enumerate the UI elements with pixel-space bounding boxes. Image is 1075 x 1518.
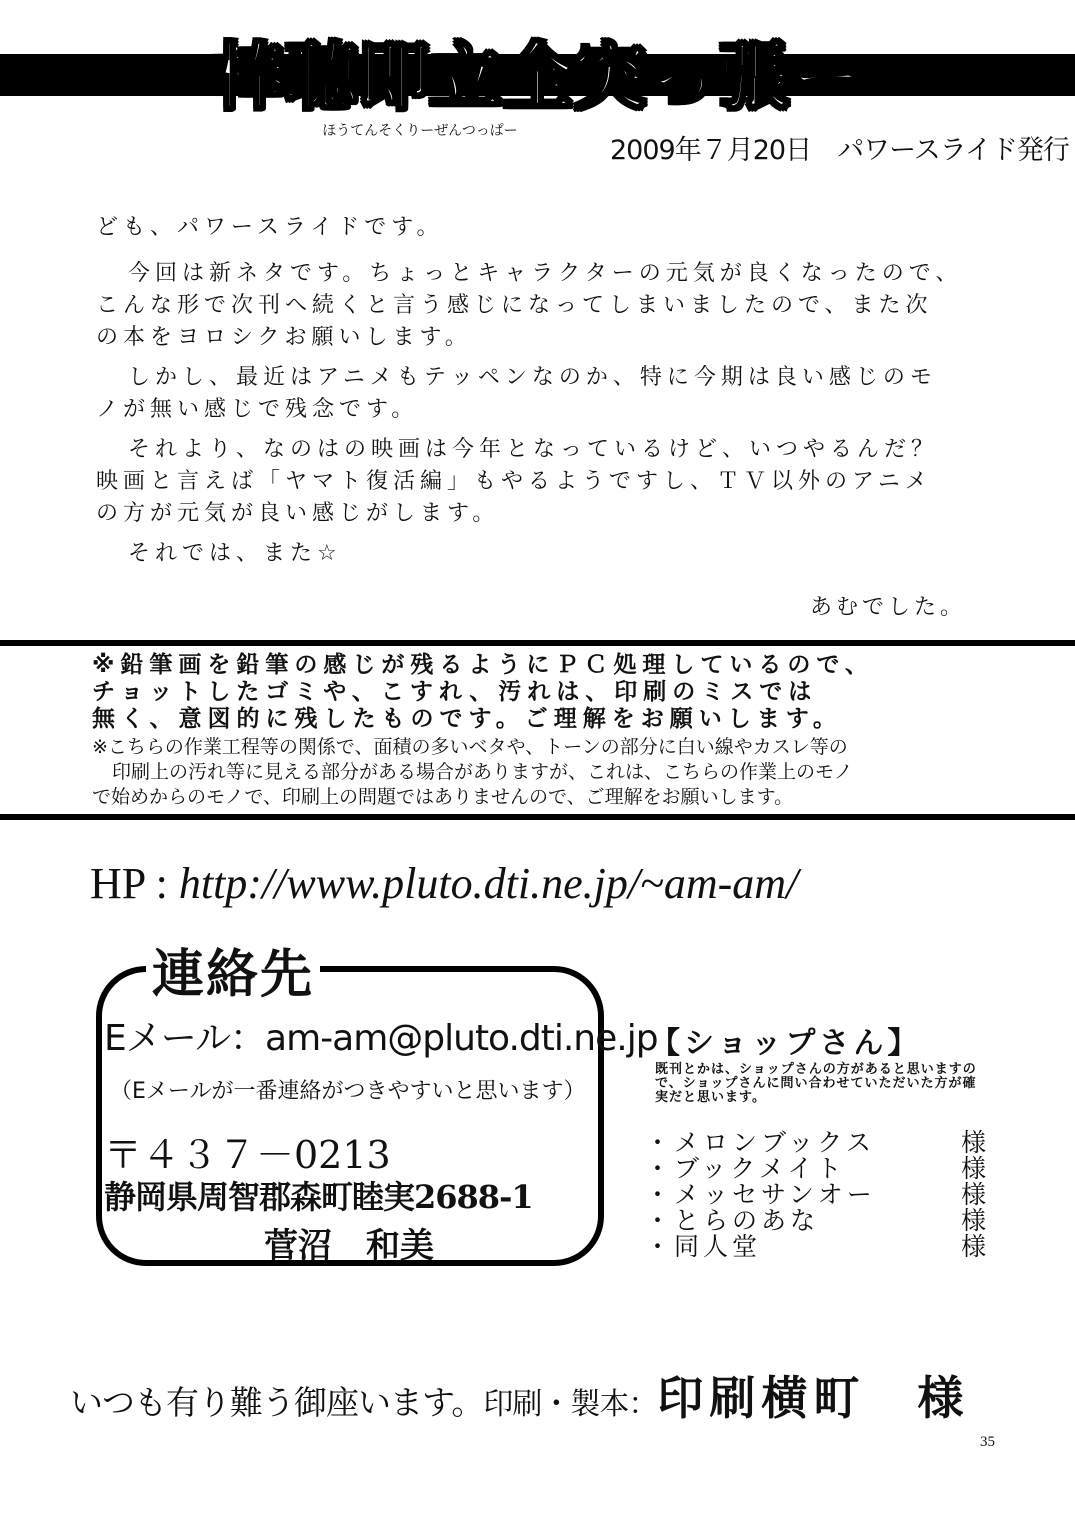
list-item: ・ とらのあな 様 (645, 1208, 990, 1234)
printer-label: 印刷・製本： (483, 1387, 658, 1422)
letter-line: 今回は新ネタです。ちょっとキャラクターの元気が良くなったので、 (128, 261, 963, 286)
letter-paragraph (96, 212, 443, 244)
publish-date: 2009年７月20日 パワースライド発行 (610, 135, 1069, 166)
letter-paragraph (96, 538, 342, 570)
list-item: ・ 同人堂 様 (645, 1234, 990, 1260)
page-title: 棒聴即立全突っ張ー (213, 35, 862, 119)
postal-code: 〒４３７－0213 (104, 1133, 391, 1177)
letter-line: の本をヨロシクお願いします。 (96, 325, 472, 350)
letter-line: こんな形で次刊へ続くと言う感じになってしまいましたので、また次 (96, 293, 933, 318)
divider (0, 640, 1075, 646)
contact-title: 連絡先 (146, 932, 320, 1007)
note-line: チョットしたゴミや、こすれ、汚れは、印刷のミスでは (92, 679, 818, 705)
divider (0, 814, 1075, 820)
list-item: ・ メロンブックス 様 (645, 1130, 990, 1156)
printer-name: 印刷横町 様 (657, 1371, 970, 1425)
shop-title: 【ショップさん】 (650, 1026, 922, 1061)
title-reading: ほうてんそくりーぜんつっぱー (322, 123, 518, 139)
letter-line: 映画と言えば「ヤマト復活編」もやるようですし、ＴＶ以外のアニメ (96, 469, 932, 494)
letter-line: の方が元気が良い感じがします。 (96, 501, 500, 526)
note-line: 印刷上の汚れ等に見える部分がある場合がありますが、これは、こちらの作業上のモノ (112, 761, 853, 783)
letter-line: それより、なのはの映画は今年となっているけど、いつやるんだ？ (128, 437, 939, 462)
list-item: ・ メッセサンオー 様 (645, 1182, 990, 1208)
letter-line: ノが無い感じで残念です。 (96, 397, 419, 422)
contact-name: 菅沼 和美 (264, 1226, 434, 1266)
contact-email[interactable]: Eメール：am-am@pluto.dti.ne.jp (104, 1018, 658, 1059)
homepage-link[interactable]: http://www.pluto.dti.ne.jp/~am-am/ (178, 859, 799, 908)
contact-address: 静岡県周智郡森町睦実2688-1 (104, 1178, 533, 1216)
letter-paragraph (96, 434, 938, 530)
letter-paragraph (96, 362, 937, 426)
letter-line: しかし、最近はアニメもテッペンなのか、特に今期は良い感じのモ (128, 365, 937, 390)
homepage-label: HP : (90, 859, 179, 908)
email-note: （Eメールが一番連絡がつきやすいと思います） (110, 1079, 586, 1104)
signature: あむでした。 (810, 595, 967, 620)
note-line: で始めからのモノで、印刷上の問題ではありませんので、ご理解をお願いします。 (92, 786, 794, 808)
list-item: ・ ブックメイト 様 (645, 1156, 990, 1182)
pencil-note (92, 652, 1042, 733)
shop-note: 既刊とかは、ショップさんの方があると思いますので、ショップさんに問い合わせていただいた方が確実だと思います。 (655, 1062, 977, 1105)
thanks-line (70, 1362, 969, 1428)
homepage (90, 858, 798, 909)
note-line: ※こちらの作業工程等の関係で、面積の多いベタや、トーンの部分に白い線やカスレ等の (92, 736, 848, 758)
process-note (92, 735, 853, 810)
shop-list (645, 1130, 990, 1260)
note-line: ※鉛筆画を鉛筆の感じが残るようにＰＣ処理しているので、 (92, 652, 874, 678)
letter-line: ども、パワースライドです。 (96, 215, 444, 240)
letter-paragraph (96, 258, 962, 354)
letter-line: それでは、また☆ (128, 541, 342, 566)
thanks-text: いつも有り難う御座います。 (70, 1383, 484, 1422)
note-line: 無く、意図的に残したものです。ご理解をお願いします。 (92, 706, 842, 732)
page-number: 35 (980, 1434, 995, 1450)
